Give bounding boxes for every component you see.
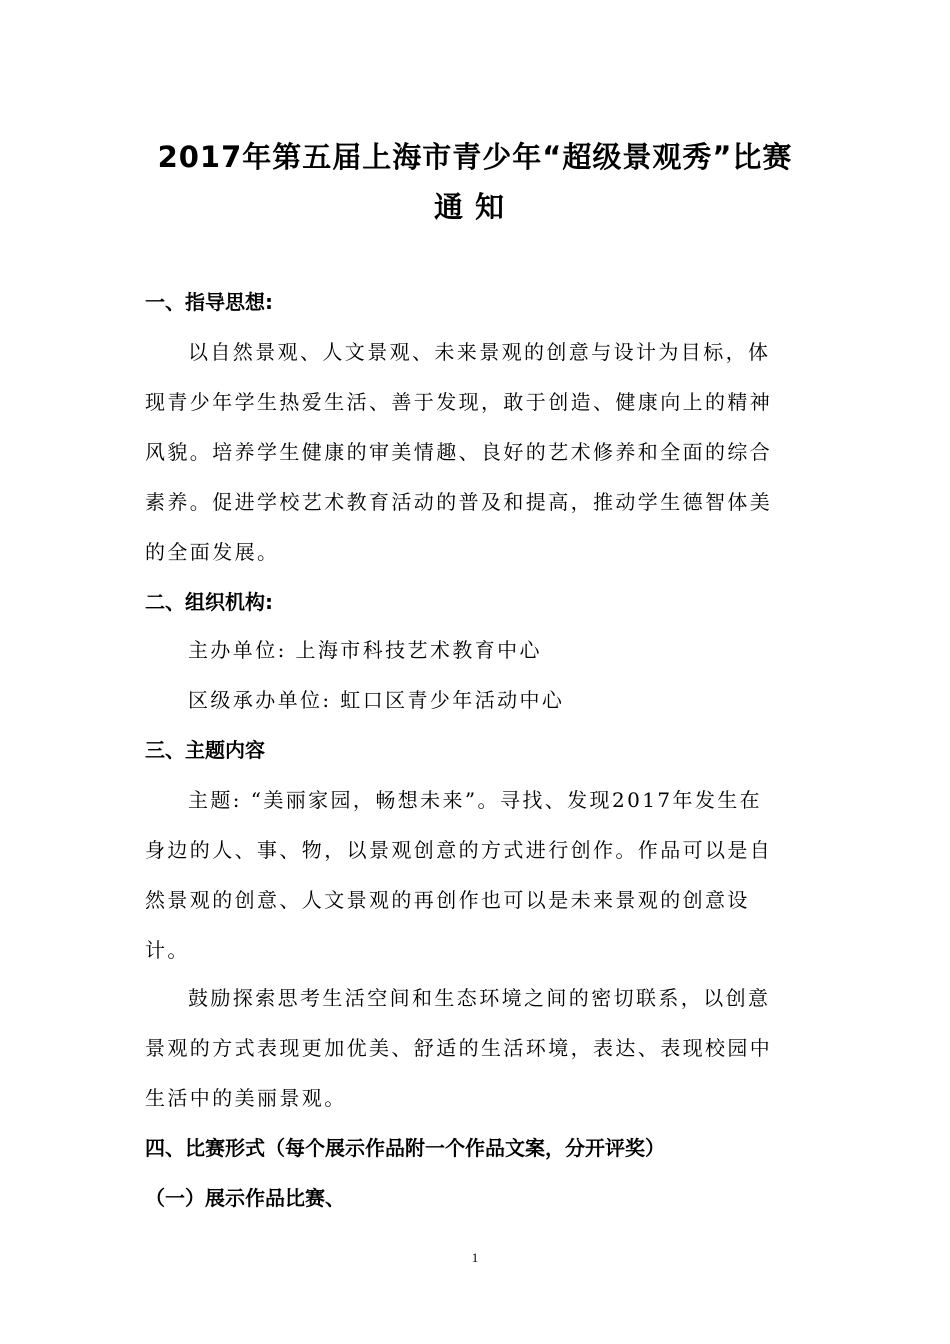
document-title: 2017年第五届上海市青少年“超级景观秀”比赛 bbox=[157, 140, 793, 174]
document-subtitle: 通知 bbox=[433, 190, 516, 224]
section-4-heading: 四、比赛形式（每个展示作品附一个作品文案，分开评奖） bbox=[145, 1136, 665, 1160]
section-2-line-2: 区级承办单位: 虹口区青少年活动中心 bbox=[188, 688, 565, 712]
section-3-line-5: 鼓励探索思考生活空间和生态环境之间的密切联系，以创意 bbox=[188, 986, 771, 1010]
section-3-line-3: 然景观的创意、人文景观的再创作也可以是未来景观的创意设 bbox=[145, 888, 750, 912]
section-1-heading: 一、指导思想: bbox=[145, 290, 273, 314]
section-1-line-4: 素养。促进学校艺术教育活动的普及和提高，推动学生德智体美 bbox=[145, 490, 773, 514]
section-3-heading: 三、主题内容 bbox=[145, 738, 265, 762]
section-4-subheading: （一）展示作品比赛、 bbox=[145, 1186, 345, 1210]
section-1-line-1: 以自然景观、人文景观、未来景观的创意与设计为目标，体 bbox=[188, 340, 771, 364]
section-3-line-6: 景观的方式表现更加优美、舒适的生活环境，表达、表现校园中 bbox=[145, 1036, 773, 1060]
section-3-line-4: 计。 bbox=[145, 938, 190, 962]
section-3-line-2: 身边的人、事、物，以景观创意的方式进行创作。作品可以是自 bbox=[145, 838, 773, 862]
section-2-heading: 二、组织机构: bbox=[145, 590, 273, 614]
section-2-line-1: 主办单位: 上海市科技艺术教育中心 bbox=[188, 638, 542, 662]
section-1-line-5: 的全面发展。 bbox=[145, 540, 280, 564]
section-3-line-1: 主题: “美丽家园，畅想未来”。寻找、发现2017年发生在 bbox=[188, 788, 763, 812]
section-1-line-3: 风貌。培养学生健康的审美情趣、良好的艺术修养和全面的综合 bbox=[145, 440, 773, 464]
page-number: 1 bbox=[471, 1250, 479, 1265]
section-3-line-7: 生活中的美丽景观。 bbox=[145, 1086, 347, 1110]
section-1-line-2: 现青少年学生热爱生活、善于发现，敢于创造、健康向上的精神 bbox=[145, 390, 773, 414]
